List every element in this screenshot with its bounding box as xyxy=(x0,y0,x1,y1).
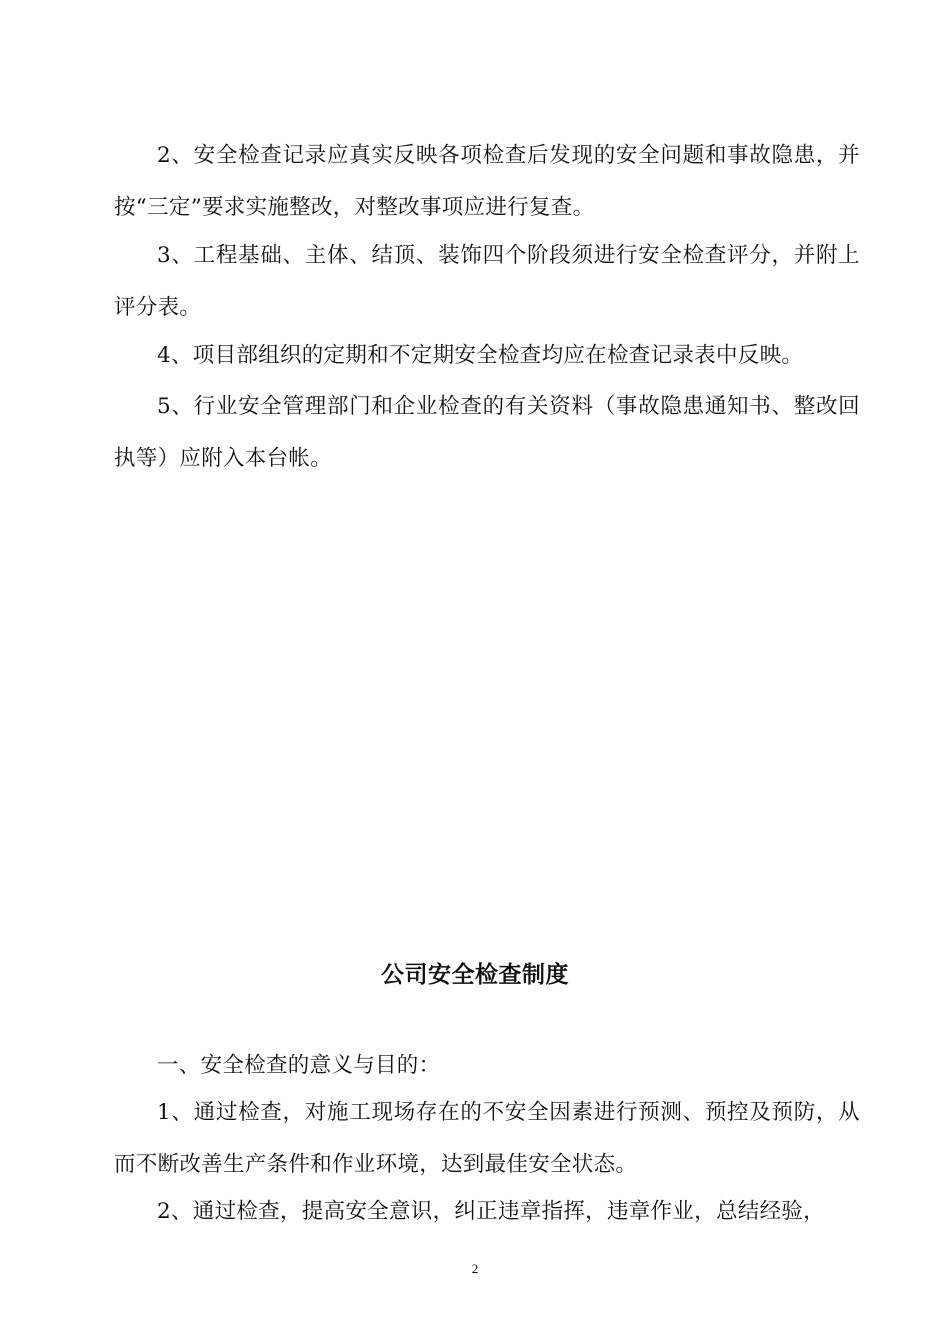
paragraph-inspection-records: 2、安全检查记录应真实反映各项检查后发现的安全问题和事故隐患，并按“三定”要求实施整改，对整改事项应进行复查。 xyxy=(114,143,860,220)
paragraph-purpose-2: 2、通过检查，提高安全意识，纠正违章指挥，违章作业，总结经验， xyxy=(157,1199,825,1224)
section-title: 公司安全检查制度 xyxy=(381,962,569,988)
paragraph-purpose-1: 1、通过检查，对施工现场存在的不安全因素进行预测、预控及预防，从而不断改善生产条件和作业环境，达到最佳安全状态。 xyxy=(114,1100,860,1177)
paragraph-project-inspections: 4、项目部组织的定期和不定期安全检查均应在检查记录表中反映。 xyxy=(157,343,804,368)
paragraph-external-materials: 5、行业安全管理部门和企业检查的有关资料（事故隐患通知书、整改回执等）应附入本台帐。 xyxy=(114,394,860,471)
paragraph-purpose-heading: 一、安全检查的意义与目的： xyxy=(157,1053,441,1078)
page-number: 2 xyxy=(471,1261,479,1276)
paragraph-stage-scoring: 3、工程基础、主体、结顶、装饰四个阶段须进行安全检查评分，并附上评分表。 xyxy=(114,243,860,320)
